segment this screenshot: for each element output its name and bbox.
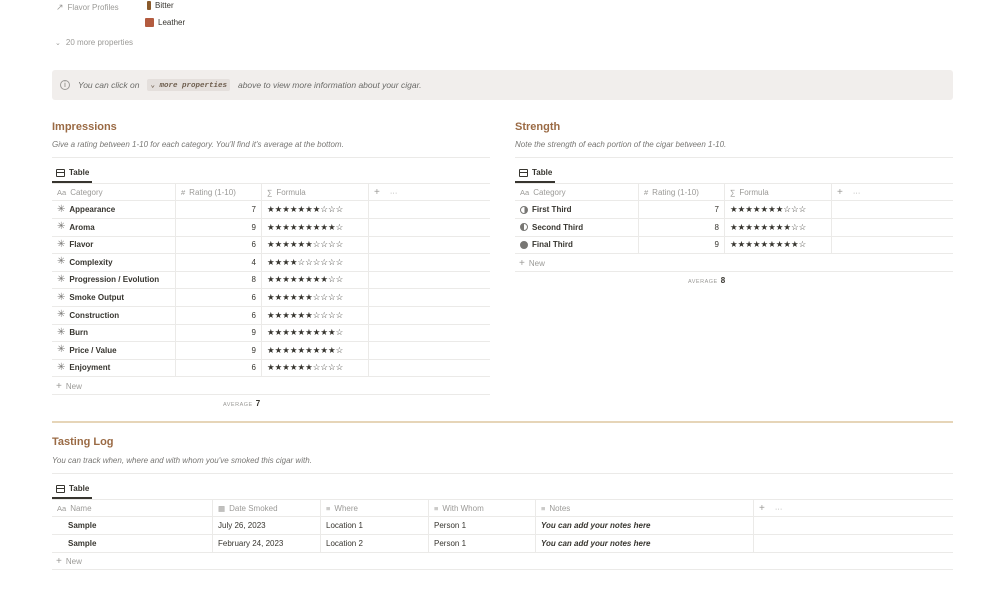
category-cell[interactable]: ✳ Aroma — [52, 219, 176, 236]
formula-stars-cell: ★★★★★★☆☆☆☆ — [262, 236, 369, 253]
formula-stars-cell: ★★★★★★★★★☆ — [725, 236, 832, 253]
text-type-icon: Aa — [57, 503, 67, 513]
column-header-formula[interactable]: ∑ Formula — [725, 184, 832, 200]
table-row[interactable] — [52, 236, 490, 254]
average-value: 8 — [720, 276, 726, 285]
plus-icon: + — [56, 381, 62, 392]
column-header-notes[interactable]: ≡ Notes — [536, 500, 754, 516]
info-icon: i — [60, 80, 70, 90]
empty-cell — [369, 219, 490, 236]
formula-stars-cell: ★★★★★★☆☆☆☆ — [262, 359, 369, 376]
text-lines-icon: ≡ — [434, 503, 439, 513]
rating-cell[interactable]: 7 — [639, 201, 725, 218]
rating-cell[interactable]: 6 — [176, 359, 262, 376]
empty-cell — [369, 359, 490, 376]
rating-cell[interactable]: 7 — [176, 201, 262, 218]
formula-stars-cell: ★★★★★★☆☆☆☆ — [262, 307, 369, 324]
table-row[interactable] — [52, 219, 490, 237]
table-row[interactable] — [52, 535, 953, 553]
arrow-up-right-icon: ↗ — [56, 2, 64, 12]
asterisk-icon: ✳ — [57, 309, 66, 321]
formula-icon: ∑ — [730, 187, 736, 197]
divider — [52, 569, 953, 570]
empty-cell — [832, 219, 953, 236]
add-column-icon[interactable]: + — [374, 186, 380, 198]
add-column-icon[interactable]: + — [759, 502, 765, 514]
category-cell[interactable]: ✳ Burn — [52, 324, 176, 341]
table-row[interactable] — [52, 271, 490, 289]
divider — [515, 271, 953, 272]
table-row[interactable] — [52, 289, 490, 307]
category-cell[interactable]: ✳ Enjoyment — [52, 359, 176, 376]
table-row[interactable] — [52, 342, 490, 360]
table-row[interactable] — [515, 236, 953, 254]
table-icon — [519, 169, 528, 177]
strength-description: Note the strength of each portion of the cigar between 1-10. — [515, 140, 727, 149]
column-header-category[interactable]: Aa Category — [52, 184, 176, 200]
formula-stars-cell: ★★★★★★★★★☆ — [262, 324, 369, 341]
formula-stars-cell: ★★★★★★★☆☆☆ — [262, 201, 369, 218]
impressions-new-row-button[interactable]: + New — [56, 381, 82, 392]
plus-icon: + — [56, 556, 62, 567]
table-row[interactable] — [515, 219, 953, 237]
rating-cell[interactable]: 6 — [176, 236, 262, 253]
average-value: 7 — [255, 399, 261, 408]
date-cell[interactable]: February 24, 2023 — [213, 535, 321, 552]
add-column-icon[interactable]: + — [837, 186, 843, 198]
tasting-log-description: You can track when, where and with whom you've smoked this cigar with. — [52, 456, 312, 465]
table-icon — [56, 485, 65, 493]
empty-cell — [832, 201, 953, 218]
formula-stars-cell: ★★★★★★★★★☆ — [262, 219, 369, 236]
number-type-icon: # — [644, 187, 649, 197]
bottle-icon — [147, 1, 151, 10]
rating-cell[interactable]: 8 — [176, 271, 262, 288]
table-row[interactable] — [52, 324, 490, 342]
asterisk-icon: ✳ — [57, 256, 66, 268]
table-row[interactable] — [52, 359, 490, 377]
asterisk-icon: ✳ — [57, 273, 66, 285]
column-header-category[interactable]: Aa Category — [515, 184, 639, 200]
asterisk-icon: ✳ — [57, 326, 66, 338]
empty-cell — [754, 535, 953, 552]
table-row[interactable] — [52, 254, 490, 272]
where-cell[interactable]: Location 2 — [321, 535, 429, 552]
asterisk-icon: ✳ — [57, 291, 66, 303]
table-row[interactable] — [52, 307, 490, 325]
chevron-down-icon: ⌄ — [55, 39, 61, 47]
category-cell[interactable]: ✳ Smoke Output — [52, 289, 176, 306]
formula-icon: ∑ — [267, 187, 273, 197]
rating-cell[interactable]: 6 — [176, 289, 262, 306]
tasting-new-row-button[interactable]: + New — [56, 556, 82, 567]
asterisk-icon: ✳ — [57, 203, 66, 215]
column-header-name[interactable]: Aa Name — [52, 500, 213, 516]
table-row[interactable] — [52, 517, 953, 535]
moon-first-quarter-icon — [520, 206, 528, 214]
date-cell[interactable]: July 26, 2023 — [213, 517, 321, 534]
category-cell[interactable]: Final Third — [515, 236, 639, 253]
text-type-icon: Aa — [520, 187, 530, 197]
formula-stars-cell: ★★★★★★☆☆☆☆ — [262, 289, 369, 306]
impressions-header-row — [52, 183, 490, 201]
column-header-rating[interactable]: # Rating (1-10) — [639, 184, 725, 200]
section-divider — [52, 421, 953, 423]
flavor-profiles-label: ↗ Flavor Profiles — [56, 2, 119, 12]
category-cell[interactable]: Second Third — [515, 219, 639, 236]
column-header-where[interactable]: ≡ Where — [321, 500, 429, 516]
category-cell[interactable]: ✳ Appearance — [52, 201, 176, 218]
category-cell[interactable]: ✳ Price / Value — [52, 342, 176, 359]
empty-cell — [369, 271, 490, 288]
inline-code: ⌄ more properties — [147, 79, 230, 91]
asterisk-icon: ✳ — [57, 361, 66, 373]
formula-stars-cell: ★★★★★★★★★☆ — [262, 342, 369, 359]
divider — [52, 473, 953, 474]
formula-stars-cell: ★★★★★★★★☆☆ — [262, 271, 369, 288]
impressions-average: AVERAGE 7 — [223, 399, 261, 408]
impressions-table-tab[interactable]: Table — [56, 168, 89, 177]
divider — [52, 394, 490, 395]
column-header-with-whom[interactable]: ≡ With Whom — [429, 500, 536, 516]
empty-cell — [369, 307, 490, 324]
column-header-date[interactable]: ▦ Date Smoked — [213, 500, 321, 516]
more-options-icon[interactable]: ··· — [852, 187, 861, 197]
strength-header-row — [515, 183, 953, 201]
rating-cell[interactable]: 6 — [176, 307, 262, 324]
asterisk-icon: ✳ — [57, 221, 66, 233]
rating-cell[interactable]: 9 — [176, 324, 262, 341]
strength-average: AVERAGE 8 — [688, 276, 726, 285]
table-row[interactable] — [52, 201, 490, 219]
empty-cell — [369, 289, 490, 306]
tasting-log-heading: Tasting Log — [52, 436, 114, 448]
moon-half-icon — [520, 223, 528, 231]
impressions-heading: Impressions — [52, 121, 117, 133]
rating-cell[interactable]: 4 — [176, 254, 262, 271]
flavor-tag-bitter[interactable]: Bitter — [147, 1, 174, 10]
calendar-icon: ▦ — [218, 503, 226, 513]
column-header-formula[interactable]: ∑ Formula — [262, 184, 369, 200]
flavor-tag-leather[interactable]: Leather — [145, 18, 185, 27]
more-options-icon[interactable]: ··· — [389, 187, 398, 197]
category-cell[interactable]: First Third — [515, 201, 639, 218]
asterisk-icon: ✳ — [57, 238, 66, 250]
divider — [52, 157, 490, 158]
formula-stars-cell: ★★★★☆☆☆☆☆☆ — [262, 254, 369, 271]
notes-cell[interactable]: You can add your notes here — [536, 517, 754, 534]
category-cell[interactable]: ✳ Flavor — [52, 236, 176, 253]
strength-new-row-button[interactable]: + New — [519, 258, 545, 269]
table-row[interactable] — [515, 201, 953, 219]
empty-cell — [369, 236, 490, 253]
more-properties-toggle[interactable]: ⌄ 20 more properties — [55, 38, 134, 47]
with-whom-cell[interactable]: Person 1 — [429, 517, 536, 534]
rating-cell[interactable]: 9 — [639, 236, 725, 253]
text-lines-icon: ≡ — [326, 503, 331, 513]
formula-stars-cell: ★★★★★★★☆☆☆ — [725, 201, 832, 218]
text-type-icon: Aa — [57, 187, 67, 197]
with-whom-cell[interactable]: Person 1 — [429, 535, 536, 552]
empty-cell — [369, 342, 490, 359]
empty-cell — [832, 236, 953, 253]
table-icon — [56, 169, 65, 177]
asterisk-icon: ✳ — [57, 344, 66, 356]
text-lines-icon: ≡ — [541, 503, 546, 513]
tasting-table-tab[interactable]: Table — [56, 484, 89, 493]
where-cell[interactable]: Location 1 — [321, 517, 429, 534]
moon-full-icon — [520, 241, 528, 249]
column-header-rating[interactable]: # Rating (1-10) — [176, 184, 262, 200]
building-icon — [145, 18, 154, 27]
name-cell[interactable]: Sample — [52, 535, 213, 552]
rating-cell[interactable]: 9 — [176, 342, 262, 359]
notes-cell[interactable]: You can add your notes here — [536, 535, 754, 552]
more-options-icon[interactable]: ··· — [774, 503, 783, 513]
empty-cell — [754, 517, 953, 534]
empty-cell — [369, 324, 490, 341]
number-type-icon: # — [181, 187, 186, 197]
impressions-description: Give a rating between 1-10 for each category. You'll find it's average at the bottom. — [52, 140, 344, 149]
category-cell[interactable]: ✳ Progression / Evolution — [52, 271, 176, 288]
divider — [515, 157, 953, 158]
category-cell[interactable]: ✳ Complexity — [52, 254, 176, 271]
empty-cell — [369, 254, 490, 271]
rating-cell[interactable]: 9 — [176, 219, 262, 236]
tasting-header-row — [52, 499, 953, 517]
name-cell[interactable]: Sample — [52, 517, 213, 534]
category-cell[interactable]: ✳ Construction — [52, 307, 176, 324]
formula-stars-cell: ★★★★★★★★☆☆ — [725, 219, 832, 236]
callout: i You can click on ⌄ more properties above to view more information about your cigar. — [52, 70, 953, 100]
rating-cell[interactable]: 8 — [639, 219, 725, 236]
empty-cell — [369, 201, 490, 218]
strength-table-tab[interactable]: Table — [519, 168, 552, 177]
strength-heading: Strength — [515, 121, 561, 133]
plus-icon: + — [519, 258, 525, 269]
